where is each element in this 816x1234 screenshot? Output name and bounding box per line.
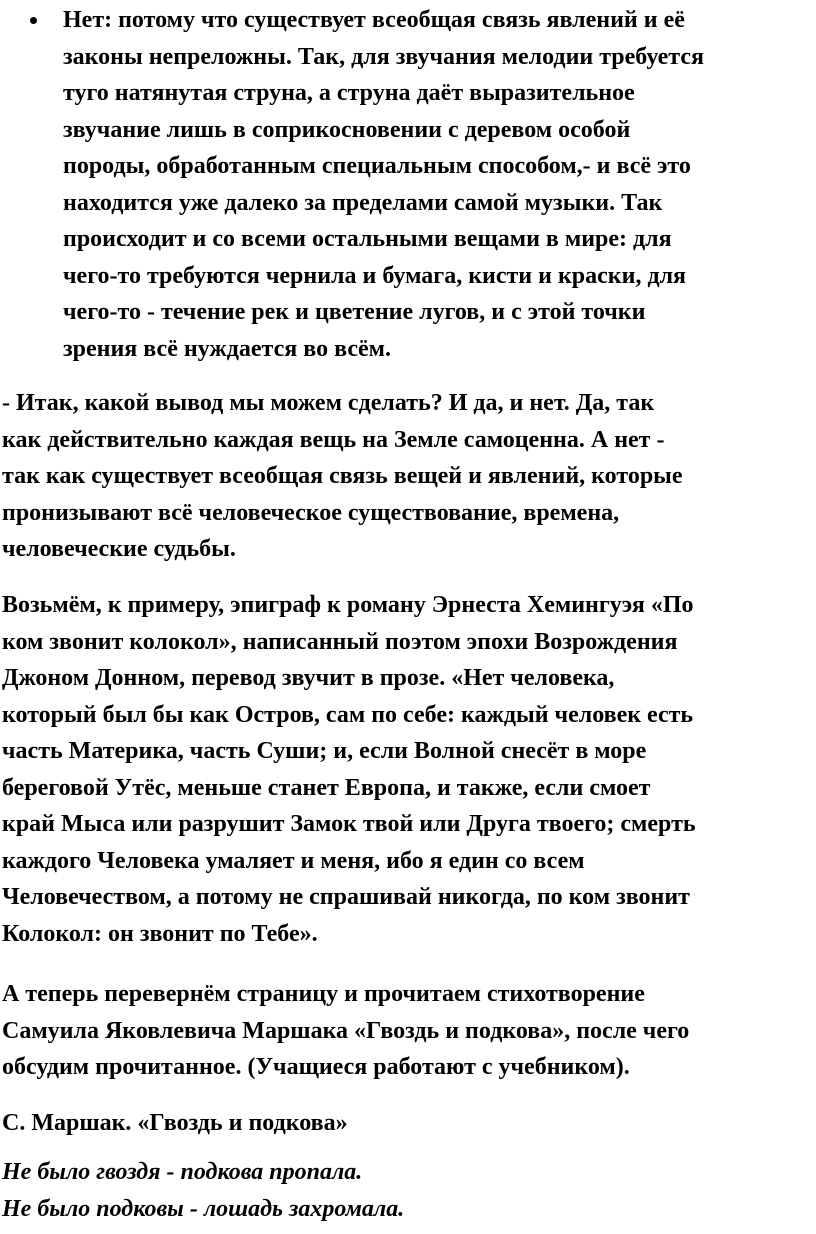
poem-title: С. Маршак. «Гвоздь и подкова» [2, 1110, 348, 1136]
paragraph-instruction: А теперь перевернём страницу и прочитаем стихотворение Самуила Яковлевича Маршака «Гвоздь и подкова», после чего обсудим прочитанное. (Учащиеся работают с учебником). [2, 981, 690, 1080]
bullet-icon [30, 17, 37, 24]
bullet-item-text: Нет: потому что существует всеобщая связь явлений и её законы непреложны. Так, для звучания мелодии требуется туго натянутая струна, а струна даёт выразительное звучание лишь в соприкосновении с деревом особой породы, обработанным специальным способом,- и всё это находится уже далеко за пределами самой музыки. Так происходит и со всеми остальными вещами в мире: для чего-то требуются чернила и бумага, кисти и краски, для чего-то - течение рек и цветение лугов, и с этой точки зрения всё нуждается во всём. [63, 7, 705, 362]
paragraph-epigraph: Возьмём, к примеру, эпиграф к роману Эрнеста Хемингуэя «По ком звонит колокол», написанный поэтом эпохи Возрождения Джоном Донном, перевод звучит в прозе. «Нет человека, который был бы как Остров, сам по себе: каждый человек есть часть Материка, часть Суши; и, если Волной снесёт в море береговой Утёс, меньше станет Европа, и также, если смоет край Мыса или разрушит Замок твой или Друга твоего; смерть каждого Человека умаляет и меня, ибо я един со всем Человечеством, а потому не спрашивай никогда, по ком звонит Колокол: он звонит по Тебе». [2, 592, 696, 947]
poem-lines: Не было гвоздя - подкова пропала. Не было подковы - лошадь захромала. [2, 1159, 405, 1222]
paragraph-conclusion: - Итак, какой вывод мы можем сделать? И да, и нет. Да, так как действительно каждая вещь на Земле самоценна. А нет - так как существует всеобщая связь вещей и явлений, которые пронизывают всё человеческое существование, времена, человеческие судьбы. [2, 390, 683, 562]
